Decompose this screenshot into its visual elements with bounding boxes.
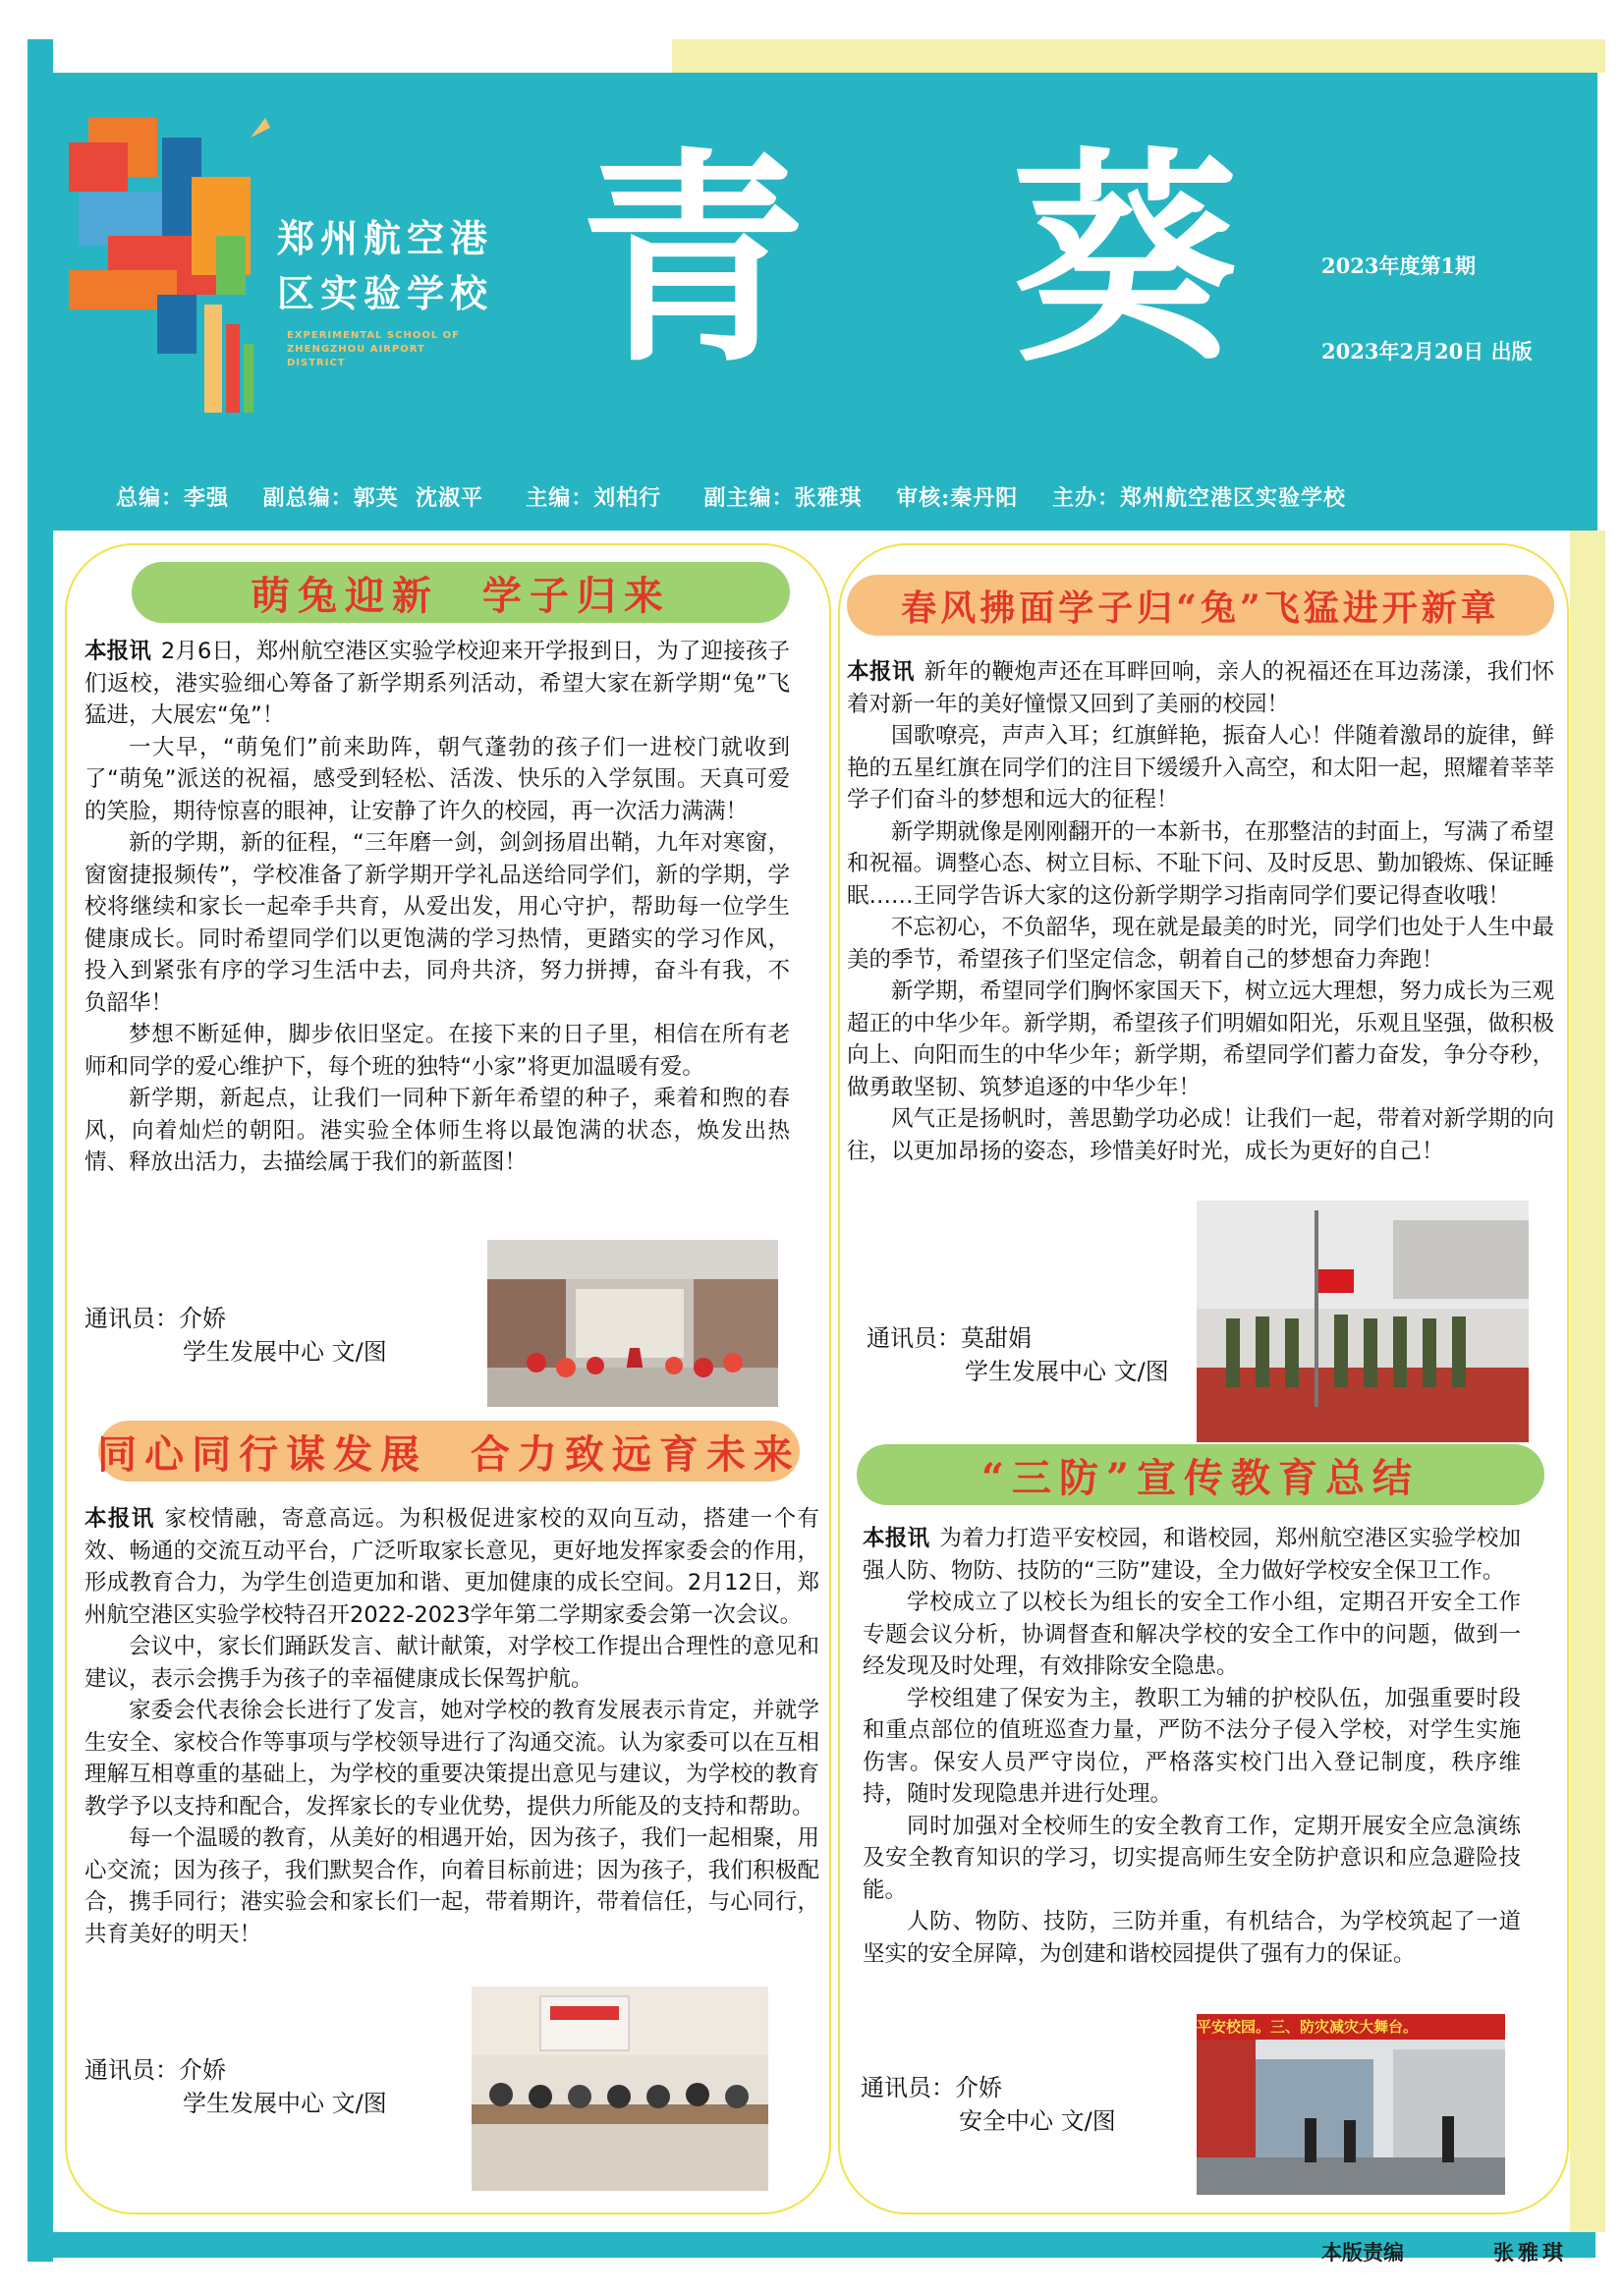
reporter-credit (861, 2071, 1116, 2138)
article-lead: 本报讯 (847, 659, 915, 685)
article-paragraph: 家委会代表徐会长进行了发言，她对学校的教育发展表示肯定，并就学生安全、家校合作等事项与学校领导进行了沟通交流。认为家委可以在互相理解互相尊重的基础上，为学校的重要决策提出意见与建议，为学校的教育教学予以支持和配合，发挥家长的专业优势，提供力所能及的支持和帮助。 (84, 1698, 819, 1820)
article-paragraph: 学校组建了保安为主，教职工为辅的护校队伍，加强重要时段和重点部位的值班巡查力量，严防不法分子侵入学校，对学生实施伤害。保安人员严守岗位，严格落实校门出入登记制度，秩序维持，随时发现隐患并进行处理。 (863, 1685, 1521, 1807)
article-paragraph: 不忘初心，不负韶华，现在就是最美的时光，同学们也处于人生中最美的季节，希望孩子们坚定信念，朝着自己的梦想奋力奔跑！ (847, 915, 1555, 973)
editorial-credits: 总编：李强 副总编：郭英 沈淑平 主编：刘柏行 副主编：张雅琪 审核:秦丹阳 主办：郑州航空港区实验学校 (116, 485, 1346, 511)
article-paragraph: 新学期，新起点，让我们一同种下新年希望的种子，乘着和煦的春风，向着灿烂的朝阳。港实验全体师生将以最饱满的状态，焕发出热情、释放出活力，去描绘属于我们的新蓝图！ (84, 1086, 790, 1175)
reporter-credit (867, 1321, 1169, 1388)
reporter-name: 通讯员：介娇 (84, 2056, 226, 2084)
article-paragraph: 同时加强对全校师生的安全教育工作，定期开展安全应急演练及安全教育知识的学习，切实提高师生安全防护意识和应急避险技能。 (863, 1813, 1521, 1903)
article-paragraph: 新学期就像是刚刚翻开的一本新书，在那整洁的封面上，写满了希望和祝福。调整心态、树立目标、不耻下问、及时反思、勤加锻炼、保证睡眠……王同学告诉大家的这份新学期学习指南同学们要记得查收哦！ (847, 818, 1555, 909)
photo-opening-day (487, 1240, 778, 1407)
article-paragraph: 国歌嘹亮，声声入耳；红旗鲜艳，振奋人心！伴随着激昂的旋律，鲜艳的五星红旗在同学们的注目下缓缓升入高空，和太阳一起，照耀着莘莘学子们奋斗的梦想和远大的征程！ (847, 723, 1555, 812)
article-body: 本报讯 2月6日，郑州航空港区实验学校迎来开学报到日，为了迎接孩子们返校，港实验细心筹备了新学期系列活动，希望大家在新学期“兔”飞猛进，大展宏“兔”！ 一大早，“萌兔们”前来助阵，朝气蓬勃的孩子们一进校门就收到了“萌兔”派送的祝福，感受到轻松、活泼、快乐的入学氛围。天真可爱的笑脸，期待惊喜的眼神，让安静了许久的校园，再一次活力满满！ 新的学期，新的征程，“三年磨一剑，剑剑扬眉出鞘，九年对寒窗，窗窗捷报频传”，学校准备了新学期开学礼品送给同学们，新的学期，学校将继续和家长一起牵手共育，从爱出发，用心守护，帮助每一位学生健康成长。同时希望同学们以更饱满的学习热情，更踏实的学习作风，投入到紧张有序的学习生活中去，同舟共济，努力拼搏，奋斗有我，不负韶华！ 梦想不断延伸，脚步依旧坚定。在接下来的日子里，相信在所有老师和同学的爱心维护下，每个班的独特“小家”将更加温暖有爱。 新学期，新起点，让我们一同种下新年希望的种子，乘着和煦的春风，向着灿烂的朝阳。港实验全体师生将以最饱满的状态，焕发出热情、释放出活力，去描绘属于我们的新蓝图！ (84, 636, 790, 1179)
article-lead: 本报讯 (84, 639, 151, 664)
article-heading: 春风拂面学子归“兔”飞猛进开新章 (847, 575, 1554, 636)
reporter-dept: 学生发展中心 文/图 (183, 1338, 387, 1366)
reporter-dept: 安全中心 文/图 (959, 2107, 1116, 2135)
article-lead: 本报讯 (863, 1526, 930, 1551)
article-paragraph: 会议中，家长们踊跃发言、献计献策，对学校工作提出合理性的意见和建议，表示会携手为孩子的幸福健康成长保驾护航。 (84, 1634, 819, 1692)
article-paragraph: 一大早，“萌兔们”前来助阵，朝气蓬勃的孩子们一进校门就收到了“萌兔”派送的祝福，感受到轻松、活泼、快乐的入学氛围。天真可爱的笑脸，期待惊喜的眼神，让安静了许久的校园，再一次活力满满！ (84, 734, 790, 824)
reporter-credit (84, 2053, 387, 2120)
photo-banner-text: 平安校园。三、防灾减灾大舞台。 (1197, 2014, 1505, 2040)
article-lead: 本报讯 (84, 1506, 155, 1532)
photo-flag-raising (1197, 1201, 1529, 1442)
masthead-title-char-1: 青 (580, 128, 807, 393)
masthead-title-char-2: 葵 (1012, 128, 1239, 393)
reporter-name: 通讯员：介娇 (861, 2074, 1002, 2101)
photo-school-gate (1197, 2014, 1505, 2195)
reporter-credit (84, 1302, 387, 1369)
publication-date: 2023年2月20日 出版 (1321, 339, 1533, 364)
school-name-cn: 郑州航空港区实验学校 (277, 216, 494, 315)
reporter-dept: 学生发展中心 文/图 (183, 2090, 387, 2117)
footer-editor-name: 张雅琪 (1493, 2240, 1567, 2265)
issue-number: 2023年度第1期 (1321, 253, 1477, 278)
article-heading: 萌兔迎新 学子归来 (132, 562, 790, 623)
article-paragraph: 梦想不断延伸，脚步依旧坚定。在接下来的日子里，相信在所有老师和同学的爱心维护下，每个班的独特“小家”将更加温暖有爱。 (84, 1022, 790, 1080)
article-paragraph: 每一个温暖的教育，从美好的相遇开始，因为孩子，我们一起相聚，用心交流；因为孩子，我们默契合作，向着目标前进；因为孩子，我们积极配合，携手同行；港实验会和家长们一起，带着期许，带着信任，与心同行，共育美好的明天！ (84, 1825, 819, 1947)
photo-parent-meeting (472, 1987, 768, 2191)
school-logo (69, 98, 275, 422)
article-paragraph: 人防、物防、技防，三防并重，有机结合，为学校筑起了一道坚实的安全屏障，为创建和谐校园提供了强有力的保证。 (863, 1909, 1521, 1967)
article-paragraph: 新的学期，新的征程，“三年磨一剑，剑剑扬眉出鞘，九年对寒窗，窗窗捷报频传”，学校准备了新学期开学礼品送给同学们，新的学期，学校将继续和家长一起牵手共育，从爱出发，用心守护，帮助每一位学生健康成长。同时希望同学们以更饱满的学习热情，更踏实的学习作风，投入到紧张有序的学习生活中去，同舟共济，努力拼搏，奋斗有我，不负韶华！ (84, 830, 790, 1016)
reporter-name: 通讯员：莫甜娟 (867, 1324, 1032, 1352)
reporter-name: 通讯员：介娇 (84, 1305, 226, 1332)
article-body: 本报讯 新年的鞭炮声还在耳畔回响，亲人的祝福还在耳边荡漾，我们怀着对新一年的美好憧憬又回到了美丽的校园！ 国歌嘹亮，声声入耳；红旗鲜艳，振奋人心！伴随着激昂的旋律，鲜艳的五星红旗在同学们的注目下缓缓升入高空，和太阳一起，照耀着莘莘学子们奋斗的梦想和远大的征程！ 新学期就像是刚刚翻开的一本新书，在那整洁的封面上，写满了希望和祝福。调整心态、树立目标、不耻下问、及时反思、勤加锻炼、保证睡眠……王同学告诉大家的这份新学期学习指南同学们要记得查收哦！ 不忘初心，不负韶华，现在就是最美的时光，同学们也处于人生中最美的季节，希望孩子们坚定信念，朝着自己的梦想奋力奔跑！ 新学期，希望同学们胸怀家国天下，树立远大理想，努力成长为三观超正的中华少年。新学期，希望孩子们明媚如阳光，乐观且坚强，做积极向上、向阳而生的中华少年；新学期，希望同学们蓄力奋发，争分夺秒，做勇敢坚韧、筑梦追逐的中华少年！ 风气正是扬帆时，善思勤学功必成！让我们一起，带着对新学期的向往，以更加昂扬的姿态，珍惜美好时光，成长为更好的自己！ (847, 656, 1554, 1167)
top-yellow-band (672, 39, 1605, 73)
article-heading: “三防”宣传教育总结 (857, 1444, 1544, 1505)
article-heading: 同心同行谋发展 合力致远育未来 (98, 1421, 800, 1482)
reporter-dept: 学生发展中心 文/图 (965, 1358, 1169, 1385)
school-name-en: EXPERIMENTAL SCHOOL OF ZHENGZHOU AIRPORT DISTRICT (287, 330, 461, 368)
right-yellow-band (1570, 531, 1605, 2232)
article-body: 本报讯 为着力打造平安校园，和谐校园，郑州航空港区实验学校加强人防、物防、技防的“三防”建设，全力做好学校安全保卫工作。 学校成立了以校长为组长的安全工作小组，定期召开安全工作专题会议分析，协调督查和解决学校的安全工作中的问题，做到一经发现及时处理，有效排除安全隐患。 学校组建了保安为主，教职工为辅的护校队伍，加强重要时段和重点部位的值班巡查力量，严防不法分子侵入学校，对学生实施伤害。保安人员严守岗位，严格落实校门出入登记制度，秩序维持，随时发现隐患并进行处理。 同时加强对全校师生的安全教育工作，定期开展安全应急演练及安全教育知识的学习，切实提高师生安全防护意识和应急避险技能。 人防、物防、技防，三防并重，有机结合，为学校筑起了一道坚实的安全屏障，为创建和谐校园提供了强有力的保证。 (863, 1523, 1521, 1970)
article-paragraph: 学校成立了以校长为组长的安全工作小组，定期召开安全工作专题会议分析，协调督查和解决学校的安全工作中的问题，做到一经发现及时处理，有效排除安全隐患。 (863, 1590, 1521, 1679)
article-body: 本报讯 家校情融，寄意高远。为积极促进家校的双向互动，搭建一个有效、畅通的交流互动平台，广泛听取家长意见，更好地发挥家委会的作用，形成教育合力，为学生创造更加和谐、更加健康的成长空间。2月12日，郑州航空港区实验学校特召开2022-2023学年第二学期家委会第一次会议。 会议中，家长们踊跃发言、献计献策，对学校工作提出合理性的意见和建议，表示会携手为孩子的幸福健康成长保驾护航。 家委会代表徐会长进行了发言，她对学校的教育发展表示肯定，并就学生安全、家校合作等事项与学校领导进行了沟通交流。认为家委可以在互相理解互相尊重的基础上，为学校的重要决策提出意见与建议，为学校的教育教学予以支持和配合，发挥家长的专业优势，提供力所能及的支持和帮助。 每一个温暖的教育，从美好的相遇开始，因为孩子，我们一起相聚，用心交流；因为孩子，我们默契合作，向着目标前进；因为孩子，我们积极配合，携手同行；港实验会和家长们一起，带着期许，带着信任，与心同行，共育美好的明天！ (84, 1503, 819, 1950)
article-paragraph: 风气正是扬帆时，善思勤学功必成！让我们一起，带着对新学期的向往，以更加昂扬的姿态，珍惜美好时光，成长为更好的自己！ (847, 1106, 1555, 1164)
article-paragraph: 新学期，希望同学们胸怀家国天下，树立远大理想，努力成长为三观超正的中华少年。新学期，希望孩子们明媚如阳光，乐观且坚强，做积极向上、向阳而生的中华少年；新学期，希望同学们蓄力奋发，争分夺秒，做勇敢坚韧、筑梦追逐的中华少年！ (847, 979, 1555, 1100)
footer-editor-label: 本版责编 (1321, 2240, 1404, 2265)
